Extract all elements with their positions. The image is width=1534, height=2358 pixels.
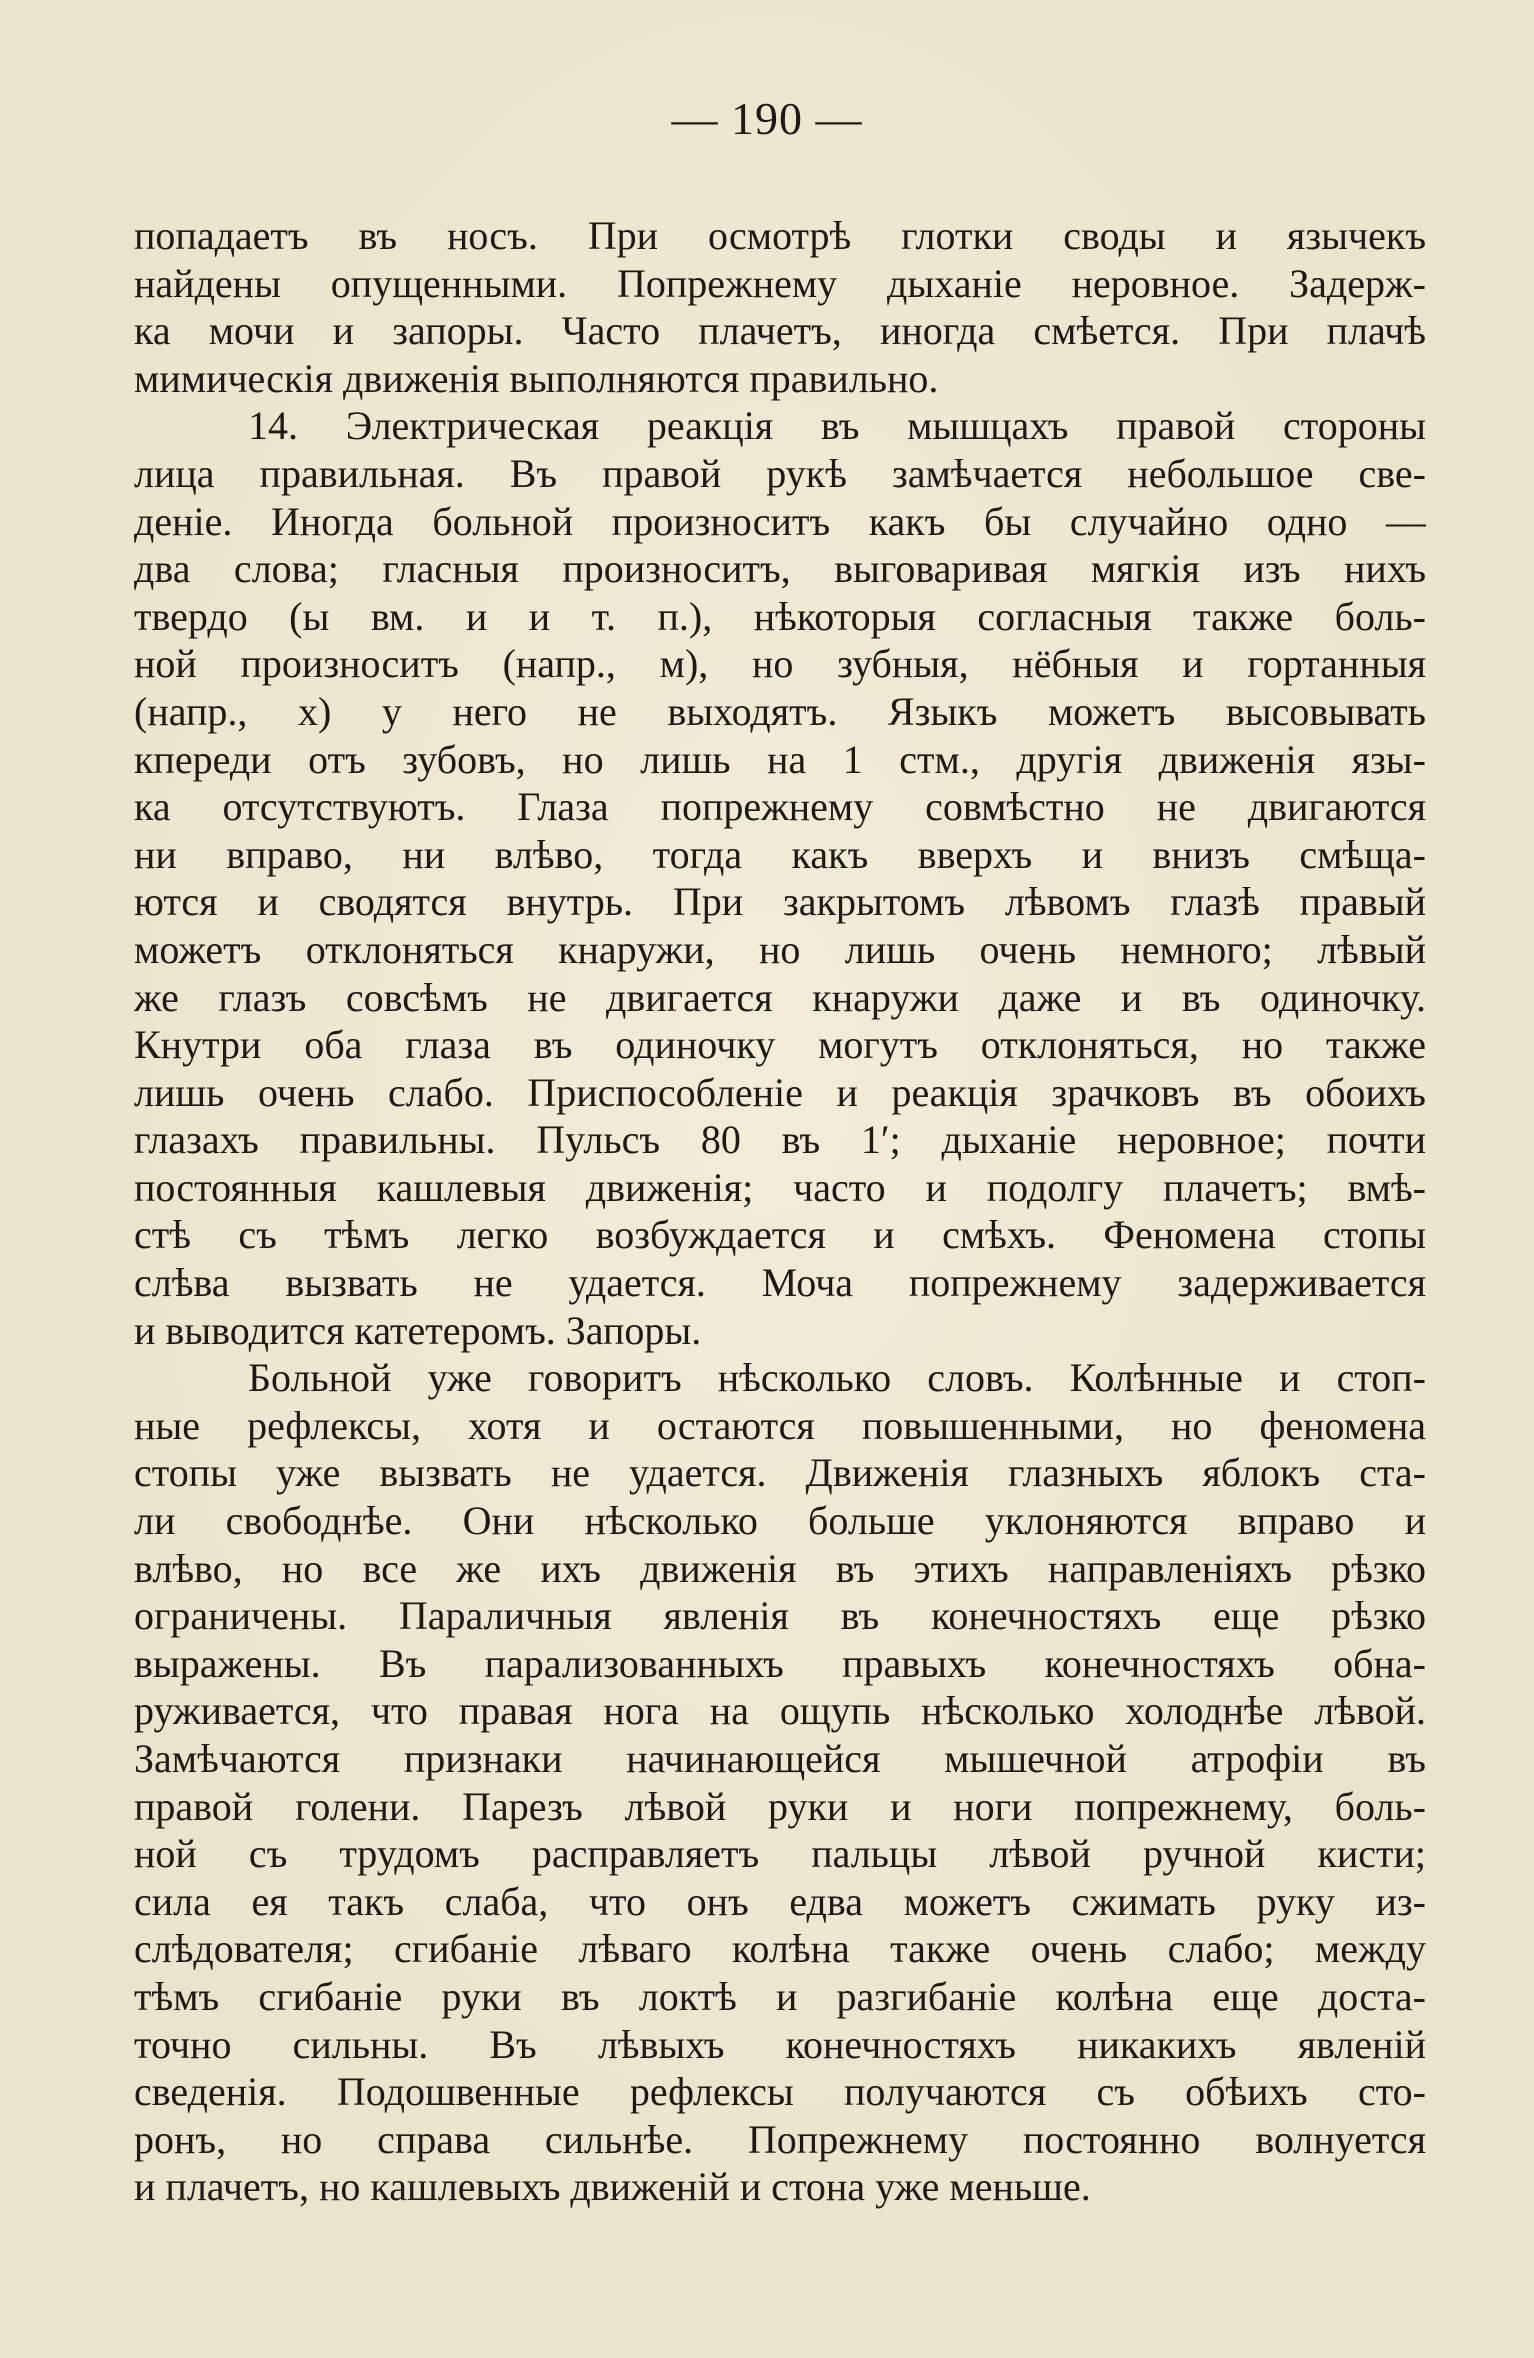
text-line: ронъ, но справа сильнѣе. Попрежнему постоянно волнуется	[134, 2116, 1426, 2162]
text-line: ной съ трудомъ расправляетъ пальцы лѣвой ручной кисти;	[134, 1831, 1426, 1877]
text-line: тѣмъ сгибаніе руки въ локтѣ и разгибаніе колѣна еще доста-	[134, 1973, 1426, 2019]
body-text	[134, 212, 1426, 2211]
text-line: Замѣчаются признаки начинающейся мышечной атрофіи въ	[134, 1736, 1426, 1781]
text-line: два слова; гласныя произноситъ, выговаривая мягкія изъ нихъ	[134, 546, 1426, 592]
text-line: можетъ отклоняться кнаружи, но лишь очень немного; лѣвый	[134, 926, 1426, 972]
text-line: руживается, что правая нога на ощупь нѣсколько холоднѣе лѣвой.	[134, 1688, 1426, 1734]
text-line: найдены опущенными. Попрежнему дыханіе неровное. Задерж-	[134, 260, 1426, 306]
text-line: постоянныя кашлевыя движенія; часто и подолгу плачетъ; вмѣ-	[134, 1164, 1426, 1210]
text-line: точно сильны. Въ лѣвыхъ конечностяхъ никакихъ явленій	[134, 2021, 1426, 2067]
text-line: глазахъ правильны. Пульсъ 80 въ 1′; дыханіе неровное; почти	[134, 1117, 1426, 1163]
text-line: твердо (ы вм. и и т. п.), нѣкоторыя согласныя также боль-	[134, 593, 1426, 639]
text-line: слѣдователя; сгибаніе лѣваго колѣна также очень слабо; между	[134, 1926, 1426, 1972]
text-line: ются и сводятся внутрь. При закрытомъ лѣвомъ глазѣ правый	[134, 879, 1426, 925]
text-line: Кнутри оба глаза въ одиночку могутъ отклоняться, но также	[134, 1022, 1426, 1068]
text-line: лица правильная. Въ правой рукѣ замѣчается небольшое све-	[134, 450, 1426, 496]
text-line: деніе. Иногда больной произноситъ какъ бы случайно одно —	[134, 498, 1426, 544]
text-line: выражены. Въ парализованныхъ правыхъ конечностяхъ обна-	[134, 1640, 1426, 1686]
text-line: мимическія движенія выполняются правильно.	[134, 355, 939, 401]
text-line: и плачетъ, но кашлевыхъ движеній и стона уже меньше.	[134, 2164, 1091, 2210]
text-line: влѣво, но все же ихъ движенія въ этихъ направленіяхъ рѣзко	[134, 1545, 1426, 1591]
text-line: стѣ съ тѣмъ легко возбуждается и смѣхъ. Феномена стопы	[134, 1212, 1426, 1258]
text-line: ка мочи и запоры. Часто плачетъ, иногда смѣется. При плачѣ	[134, 308, 1426, 354]
text-line: слѣва вызвать не удается. Моча попрежнему задерживается	[134, 1260, 1426, 1306]
text-line: сила ея такъ слаба, что онъ едва можетъ сжимать руку из-	[134, 1878, 1426, 1924]
text-line: кпереди отъ зубовъ, но лишь на 1 стм., другія движенія язы-	[134, 736, 1426, 782]
text-line: попадаетъ въ носъ. При осмотрѣ глотки своды и язычекъ	[134, 213, 1426, 258]
text-line: ограничены. Параличныя явленія въ конечностяхъ еще рѣзко	[134, 1593, 1426, 1639]
text-line: ка отсутствуютъ. Глаза попрежнему совмѣстно не двигаются	[134, 784, 1426, 830]
text-line: ные рефлексы, хотя и остаются повышенными, но феномена	[134, 1402, 1426, 1448]
text-line: 14. Электрическая реакція въ мышцахъ правой стороны	[248, 403, 1426, 449]
page-number: — 190 —	[671, 93, 863, 144]
text-line: правой голени. Парезъ лѣвой руки и ноги попрежнему, боль-	[134, 1783, 1426, 1829]
text-line: ни вправо, ни влѣво, тогда какъ вверхъ и внизъ смѣща-	[134, 831, 1426, 877]
text-line: лишь очень слабо. Приспособленіе и реакція зрачковъ въ обоихъ	[134, 1069, 1426, 1115]
text-line: ной произноситъ (напр., м), но зубныя, нёбныя и гортанныя	[134, 641, 1426, 687]
text-line: сведенія. Подошвенные рефлексы получаются съ обѣихъ сто-	[134, 2069, 1426, 2115]
text-line: стопы уже вызвать не удается. Движенія глазныхъ яблокъ ста-	[134, 1450, 1426, 1496]
text-line: (напр., х) у него не выходятъ. Языкъ можетъ высовывать	[134, 688, 1426, 734]
text-line: и выводится катетеромъ. Запоры.	[134, 1307, 702, 1353]
text-line: же глазъ совсѣмъ не двигается кнаружи даже и въ одиночку.	[134, 974, 1426, 1020]
text-line: Больной уже говоритъ нѣсколько словъ. Колѣнные и стоп-	[248, 1355, 1426, 1401]
text-line: ли свободнѣе. Они нѣсколько больше уклоняются вправо и	[134, 1498, 1426, 1544]
